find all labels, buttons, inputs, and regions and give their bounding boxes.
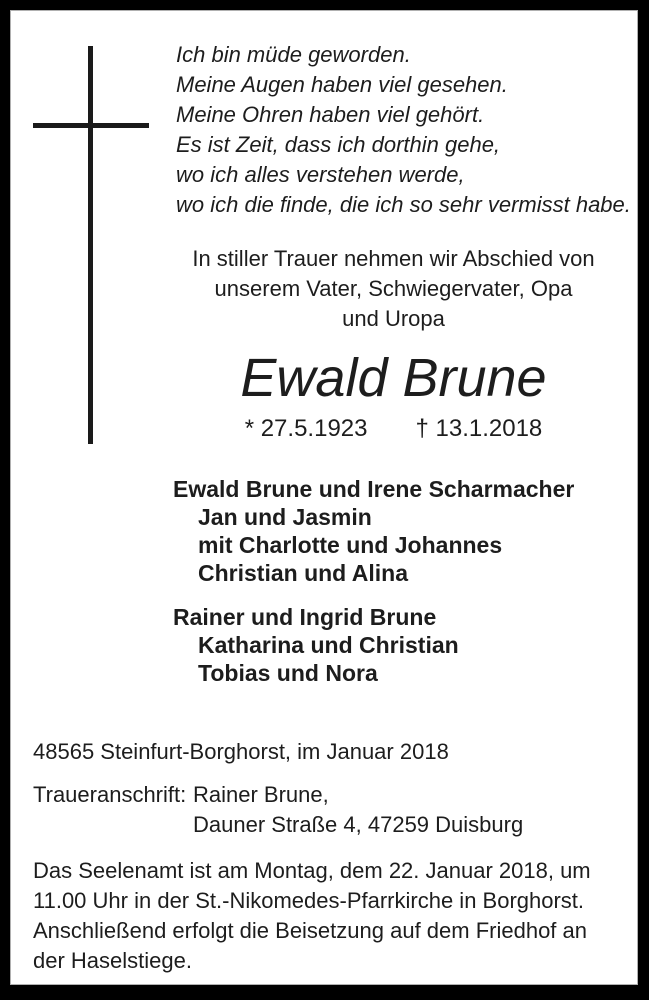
cross-icon-horizontal-bar <box>33 123 149 128</box>
poem-line: Ich bin müde geworden. <box>176 42 411 67</box>
mourner-member: mit Charlotte und Johannes <box>198 532 503 558</box>
service-details <box>33 856 629 976</box>
mourner-member: Christian und Alina <box>198 560 408 586</box>
mourning-address <box>33 780 523 840</box>
poem-line: wo ich die finde, die ich so sehr vermisst habe. <box>176 192 631 217</box>
mourning-address-label: Traueranschrift: <box>33 782 187 807</box>
poem-line: Meine Ohren haben viel gehört. <box>176 102 485 127</box>
poem-line: Es ist Zeit, dass ich dorthin gehe, <box>176 132 501 157</box>
mourner-member: Katharina und Christian <box>198 632 459 658</box>
mourner-group-head: Rainer und Ingrid Brune <box>173 604 437 630</box>
mourner-group <box>173 603 574 687</box>
mourner-group <box>173 475 574 587</box>
life-dates <box>176 415 611 443</box>
intro-line: und Uropa <box>342 306 445 331</box>
death-date: † 13.1.2018 <box>415 415 543 442</box>
service-line: der Haselstiege. <box>33 948 192 973</box>
poem-line: wo ich alles verstehen werde, <box>176 162 465 187</box>
intro-line: unserem Vater, Schwiegervater, Opa <box>214 276 573 301</box>
mourning-address-value <box>193 780 523 840</box>
deceased-name: Ewald Brune <box>240 348 547 408</box>
service-line: Das Seelenamt ist am Montag, dem 22. Januar 2018, um <box>33 858 591 883</box>
cross-icon-vertical-bar <box>88 46 93 444</box>
intro-statement <box>176 244 611 334</box>
mourner-member: Tobias und Nora <box>198 660 378 686</box>
mourning-address-line: Rainer Brune, <box>193 782 329 807</box>
obituary-card <box>10 10 638 985</box>
poem <box>176 40 631 220</box>
mourners-list <box>173 475 574 687</box>
mourning-address-line: Dauner Straße 4, 47259 Duisburg <box>193 812 524 837</box>
poem-line: Meine Augen haben viel gesehen. <box>176 72 508 97</box>
service-line: Anschließend erfolgt die Beisetzung auf dem Friedhof an <box>33 918 587 943</box>
service-line: 11.00 Uhr in der St.-Nikomedes-Pfarrkirche in Borghorst. <box>33 888 585 913</box>
place-date-line: 48565 Steinfurt-Borghorst, im Januar 2018 <box>33 739 449 764</box>
mourner-member: Jan und Jasmin <box>198 504 372 530</box>
mourner-group-head: Ewald Brune und Irene Scharmacher <box>173 476 575 502</box>
birth-date: * 27.5.1923 <box>244 415 368 442</box>
intro-line: In stiller Trauer nehmen wir Abschied von <box>192 246 595 271</box>
